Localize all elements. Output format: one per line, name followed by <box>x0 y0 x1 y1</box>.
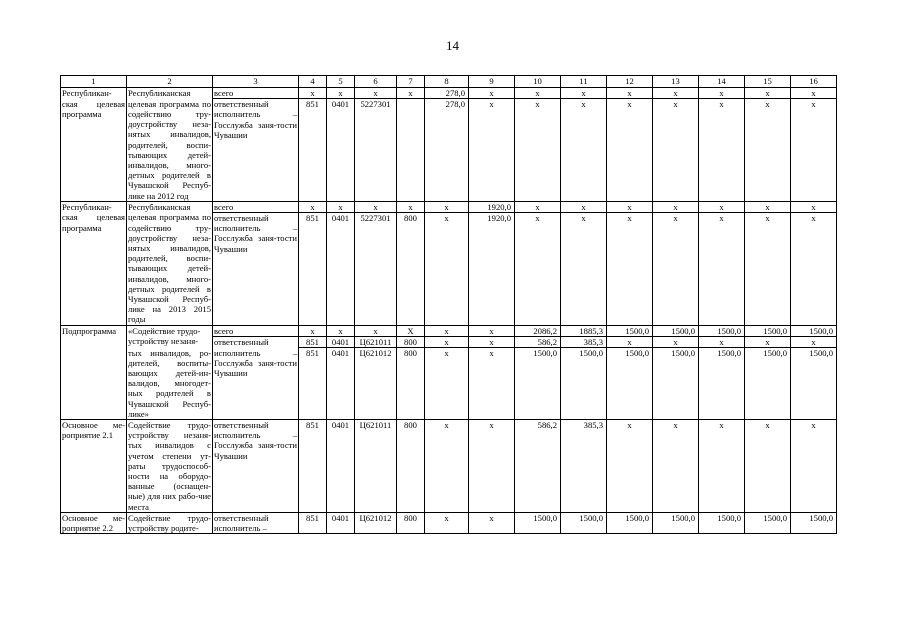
header-row <box>61 76 837 88</box>
table-row <box>61 420 837 513</box>
table-cell: х <box>745 201 791 212</box>
table-cell: х <box>745 212 791 325</box>
table-cell: х <box>515 201 561 212</box>
table-cell: х <box>791 212 837 325</box>
table-cell: 278,0 <box>425 88 469 99</box>
table-cell: «Содействие трудо- <box>127 325 213 336</box>
table-cell: 586,2 <box>515 336 561 347</box>
table-cell: х <box>607 201 653 212</box>
table-cell: х <box>745 88 791 99</box>
table-cell: х <box>561 99 607 202</box>
table-cell: х <box>397 201 425 212</box>
table-cell: 0401 <box>327 99 355 202</box>
table-cell: 278,0 <box>425 99 469 202</box>
table-cell: Содействие трудо-устройству незаня-тых инвалидов с учетом степени ут-раты трудоспособ-ности на оборудо-ванные (оснащен-ные) для них рабо-чие места <box>128 420 211 512</box>
table-cell: 851 <box>299 512 327 533</box>
table-row <box>61 325 837 336</box>
table-cell: целевая программа по содействию тру-доустройству неза-нятых инвалидов, родителей, воспи-тывающих детей-инвалидов, много-детных родителей в Чувашской Респуб-лике на 2013 2015 годы <box>128 212 211 325</box>
header-cell: 4 <box>299 76 327 88</box>
table-cell: х <box>425 201 469 212</box>
table-cell: х <box>397 88 425 99</box>
table-cell: 1500,0 <box>745 512 791 533</box>
table-cell: 1500,0 <box>699 325 745 336</box>
table-cell: х <box>327 201 355 212</box>
table-cell <box>397 99 425 202</box>
table-cell: х <box>653 99 699 202</box>
table-cell: Ц621012 <box>355 348 397 420</box>
header-cell: 1 <box>61 76 127 88</box>
table-cell: 1500,0 <box>515 348 561 420</box>
table-cell: х <box>745 336 791 347</box>
table-cell: х <box>607 212 653 325</box>
header-cell: 14 <box>699 76 745 88</box>
table-cell: целевая программа по содействию тру-доустройству неза-нятых инвалидов, родителей, воспи-тывающих детей-инвалидов, много-детных родителей в Чувашской Респуб-лике на 2012 год <box>128 98 211 201</box>
table-cell: х <box>791 99 837 202</box>
table-cell: х <box>469 88 515 99</box>
table-cell: 851 <box>299 420 327 513</box>
table-cell: ответственный исполнитель – <box>213 512 299 533</box>
table-cell: х <box>791 88 837 99</box>
table-cell: 1500,0 <box>745 325 791 336</box>
table-cell: х <box>355 88 397 99</box>
table-cell: х <box>699 336 745 347</box>
table-cell: х <box>791 420 837 513</box>
table-cell: ответственный <box>213 336 299 347</box>
table-row <box>61 99 837 202</box>
table-cell: 1920,0 <box>469 212 515 325</box>
table-cell: х <box>327 88 355 99</box>
table-cell: Подпрограмма <box>61 325 127 336</box>
table-cell: 1500,0 <box>791 348 837 420</box>
table-cell: 800 <box>397 512 425 533</box>
table-cell: Ц621011 <box>355 420 397 513</box>
table-row <box>61 348 837 420</box>
table-cell: х <box>607 420 653 513</box>
table-cell: 800 <box>397 420 425 513</box>
table-cell: 2086,2 <box>515 325 561 336</box>
table-cell: ответственный исполнитель – Госслужба заня-тости Чувашии <box>213 99 299 202</box>
table-cell: х <box>699 99 745 202</box>
table-cell: х <box>699 420 745 513</box>
table-cell: Основное ме-роприятие 2.1 <box>61 420 127 513</box>
table-cell: 1500,0 <box>607 348 653 420</box>
table-cell: 1500,0 <box>653 348 699 420</box>
table-cell: 0401 <box>327 512 355 533</box>
table-cell: х <box>515 99 561 202</box>
table-cell: х <box>791 336 837 347</box>
table-cell: х <box>469 336 515 347</box>
table-cell: Республиканская <box>127 201 213 212</box>
table-cell: х <box>469 420 515 513</box>
table-cell: х <box>469 99 515 202</box>
table-cell: х <box>425 212 469 325</box>
table-cell: ответственный исполнитель – Госслужба заня-тости Чувашии <box>213 212 299 325</box>
table-cell: 1500,0 <box>653 325 699 336</box>
table-cell <box>61 348 127 420</box>
table-cell: 0401 <box>327 336 355 347</box>
table-cell: 5227301 <box>355 212 397 325</box>
table-cell: 1920,0 <box>469 201 515 212</box>
table-cell: 851 <box>299 336 327 347</box>
header-cell: 8 <box>425 76 469 88</box>
table-cell: 1500,0 <box>561 512 607 533</box>
table-cell: х <box>561 88 607 99</box>
table-cell: х <box>425 348 469 420</box>
table-cell: х <box>561 212 607 325</box>
header-cell: 10 <box>515 76 561 88</box>
table-cell: Х <box>397 325 425 336</box>
table-cell: 800 <box>397 336 425 347</box>
table-cell: Основное ме-роприятие 2.2 <box>62 512 125 534</box>
table-cell: 385,3 <box>561 336 607 347</box>
table-cell: Содействие трудо-устройству родите- <box>128 512 211 534</box>
budget-table <box>60 75 837 534</box>
table-cell: 0401 <box>327 212 355 325</box>
table-cell: Республикан- <box>61 88 127 99</box>
table-cell: 1500,0 <box>745 348 791 420</box>
table-cell: 1500,0 <box>607 512 653 533</box>
table-cell: 1500,0 <box>791 325 837 336</box>
table-cell: х <box>469 325 515 336</box>
table-cell: х <box>355 201 397 212</box>
table-cell: устройству незаня- <box>127 336 213 347</box>
header-cell: 12 <box>607 76 653 88</box>
table-cell: 385,3 <box>561 420 607 513</box>
table-cell: х <box>653 420 699 513</box>
table-row <box>61 201 837 212</box>
header-cell: 9 <box>469 76 515 88</box>
table-cell: Республиканская <box>127 88 213 99</box>
table-cell: х <box>607 99 653 202</box>
table-cell: 1500,0 <box>607 325 653 336</box>
header-cell: 13 <box>653 76 699 88</box>
table-cell: х <box>299 201 327 212</box>
table-cell: 800 <box>397 348 425 420</box>
header-cell: 16 <box>791 76 837 88</box>
table-cell: х <box>469 512 515 533</box>
table-cell: всего <box>213 201 299 212</box>
header-cell: 5 <box>327 76 355 88</box>
table-cell: х <box>299 88 327 99</box>
table-cell: х <box>745 420 791 513</box>
table-cell: х <box>653 88 699 99</box>
table-cell: х <box>653 212 699 325</box>
table-cell: х <box>425 336 469 347</box>
table-cell: ответственный исполнитель – Госслужба заня-тости Чувашии <box>213 420 299 513</box>
table-cell: х <box>699 212 745 325</box>
table-cell: 1885,3 <box>561 325 607 336</box>
table-cell: х <box>299 325 327 336</box>
table-cell: х <box>469 348 515 420</box>
page-number: 14 <box>446 38 459 53</box>
table-cell: 1500,0 <box>699 512 745 533</box>
table-cell: х <box>561 201 607 212</box>
header-cell: 15 <box>745 76 791 88</box>
table-cell: х <box>699 201 745 212</box>
table-cell: 1500,0 <box>699 348 745 420</box>
table-cell <box>61 336 127 347</box>
table-cell: х <box>425 325 469 336</box>
table-row <box>61 212 837 325</box>
table-row <box>61 88 837 99</box>
table-cell: 800 <box>397 212 425 325</box>
table-cell: ская целевая программа <box>61 99 127 202</box>
table-cell: х <box>699 88 745 99</box>
header-cell: 6 <box>355 76 397 88</box>
header-cell: 3 <box>213 76 299 88</box>
table-cell: х <box>355 325 397 336</box>
table-cell: х <box>653 336 699 347</box>
table-cell: Ц621012 <box>355 512 397 533</box>
table-cell: х <box>515 88 561 99</box>
table-cell: х <box>327 325 355 336</box>
table-cell: 1500,0 <box>653 512 699 533</box>
table-cell: 0401 <box>327 420 355 513</box>
table-cell: 1500,0 <box>515 512 561 533</box>
table-cell: тых инвалидов, ро-дителей, воспиты-вающих детей-ин-валидов, многодет-ных родителей в Чувашской Респуб-лике» <box>128 347 211 419</box>
table-cell: х <box>607 336 653 347</box>
table-cell: х <box>791 201 837 212</box>
table-cell: 851 <box>299 99 327 202</box>
table-cell: х <box>515 212 561 325</box>
table-cell: Республикан- <box>61 201 127 212</box>
table-cell: х <box>607 88 653 99</box>
table-cell: Ц621011 <box>355 336 397 347</box>
table-cell: 1500,0 <box>561 348 607 420</box>
table-row <box>61 512 837 533</box>
header-cell: 11 <box>561 76 607 88</box>
table-cell: х <box>425 420 469 513</box>
header-cell: 2 <box>127 76 213 88</box>
table-cell: х <box>653 201 699 212</box>
table-cell: 586,2 <box>515 420 561 513</box>
table-cell: исполнитель – Госслужба заня-тости Чувашии <box>213 348 299 420</box>
table-cell: всего <box>213 325 299 336</box>
header-cell: 7 <box>397 76 425 88</box>
table-cell: 1500,0 <box>791 512 837 533</box>
table-cell: 5227301 <box>355 99 397 202</box>
table-cell: ская целевая программа <box>61 212 127 325</box>
table-cell: 0401 <box>327 348 355 420</box>
table-cell: 851 <box>299 348 327 420</box>
table-cell: всего <box>213 88 299 99</box>
table-cell: х <box>745 99 791 202</box>
table-cell: х <box>425 512 469 533</box>
table-row <box>61 336 837 347</box>
table-cell: 851 <box>299 212 327 325</box>
